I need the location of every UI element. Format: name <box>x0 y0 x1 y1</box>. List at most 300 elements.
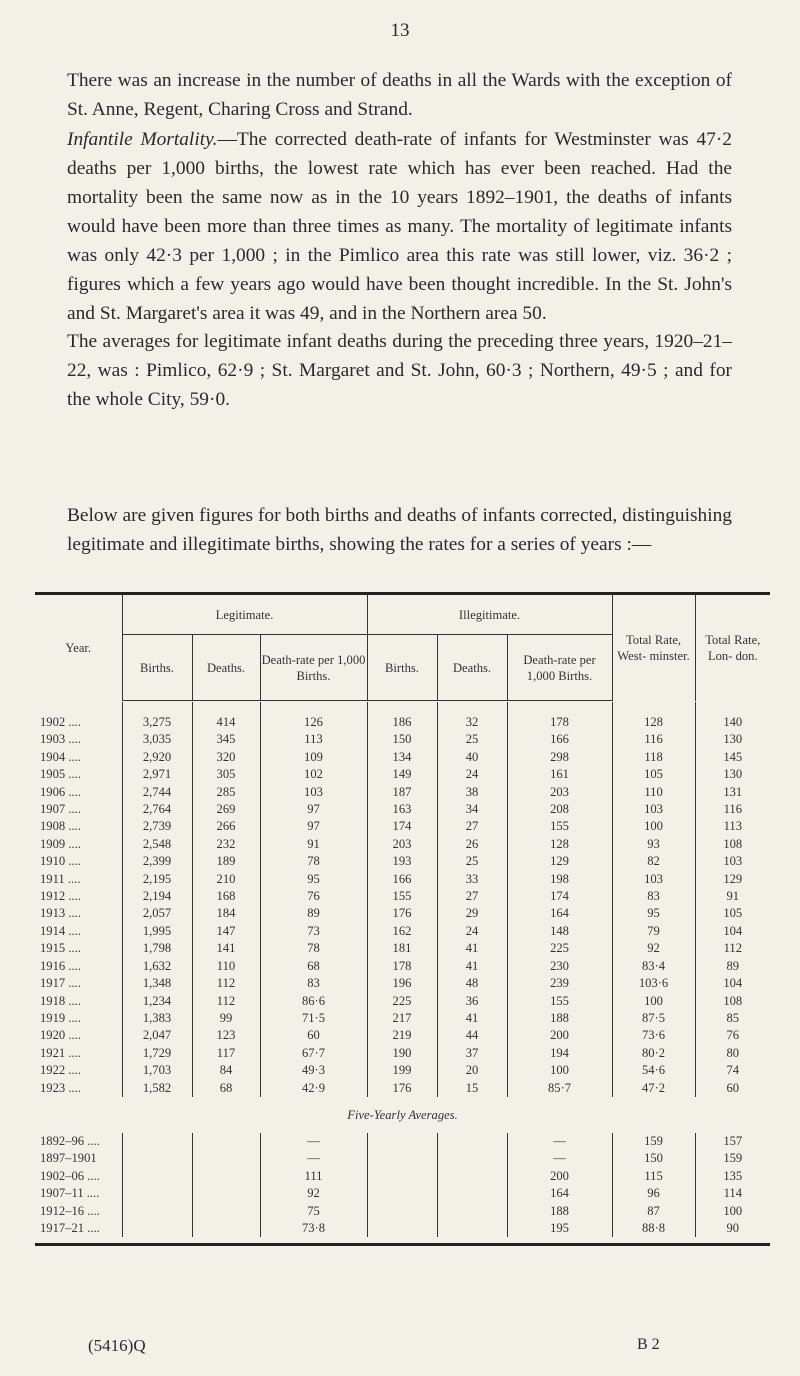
table-cell: — <box>260 1150 367 1167</box>
table-cell: 34 <box>437 801 507 818</box>
table-cell: 73·8 <box>260 1220 367 1237</box>
row-label: 1909 .... <box>35 836 122 853</box>
table-cell <box>122 1203 192 1220</box>
table-cell <box>437 1203 507 1220</box>
table-cell: 210 <box>192 871 260 888</box>
table-cell: 116 <box>723 802 742 817</box>
table-cell: 345 <box>192 731 260 748</box>
table-cell: 157 <box>723 1133 743 1148</box>
table-cell: 99 <box>192 1010 260 1027</box>
table-cell: 87·5 <box>612 1010 695 1027</box>
header-illegit-rate: Death-rate per 1,000 Births. <box>507 635 612 701</box>
table-cell: 104 <box>723 923 743 938</box>
table-cell: 92 <box>260 1185 367 1202</box>
table-cell: 105 <box>723 906 743 921</box>
paragraph-infantile-text: —The corrected death-rate of infants for Westminster was 47·2 deaths per 1,000 births, the lowest rate which has ever been reached. Had the mortality been the same now as in the 10 years 1892–1901, the deaths of infants would have been more than three times as many. The mortality of legitimate infants was only 42·3 per 1,000 ; in the Pimlico area this rate was still lower, viz. 36·2 ; figures which a few years ago would have been thought incredible. In the St. John's and St. Margaret's area it was 49, and in the Northern area 50. <box>67 129 732 324</box>
table-cell: 150 <box>367 731 437 748</box>
table-cell: 161 <box>507 766 612 783</box>
table-cell: 100 <box>612 993 695 1010</box>
table-row <box>35 888 770 905</box>
table-cell: 176 <box>367 1080 437 1097</box>
table-cell: 112 <box>723 941 742 956</box>
paragraph-averages-text: The averages for legitimate infant deaths during the preceding three years, 1920–21–22, was : Pimlico, 62·9 ; St. Margaret and St. John, 60·3 ; Northern, 49·5 ; and for the whole City, 59·0. <box>67 331 732 410</box>
table-row <box>35 1010 770 1027</box>
table-cell: 103 <box>612 801 695 818</box>
page-number: 13 <box>390 20 410 41</box>
table-cell <box>192 1185 260 1202</box>
header-legit-births: Births. <box>122 635 192 701</box>
table-cell <box>122 1220 192 1237</box>
table-cell: 141 <box>192 940 260 957</box>
table-cell: 24 <box>437 923 507 940</box>
table-cell: 49·3 <box>260 1062 367 1079</box>
table-cell: 83 <box>260 975 367 992</box>
table-cell: 126 <box>260 714 367 731</box>
table-cell: 128 <box>507 836 612 853</box>
table-cell: 140 <box>723 715 743 729</box>
table-cell: 188 <box>507 1010 612 1027</box>
table-cell: 208 <box>507 801 612 818</box>
row-label: 1910 .... <box>35 853 122 870</box>
table-cell: 89 <box>260 905 367 922</box>
table-cell: 1,582 <box>122 1080 192 1097</box>
table-cell: 1,383 <box>122 1010 192 1027</box>
table-cell: 203 <box>367 836 437 853</box>
table-cell: 1,995 <box>122 923 192 940</box>
table-cell: 83·4 <box>612 958 695 975</box>
table-cell: 1,798 <box>122 940 192 957</box>
table-cell: 74 <box>726 1063 740 1078</box>
table-cell: 90 <box>726 1220 740 1235</box>
table-row <box>35 1045 770 1062</box>
table-cell: 117 <box>192 1045 260 1062</box>
table-cell: 76 <box>726 1028 740 1043</box>
table-row <box>35 749 770 766</box>
table-cell: 2,057 <box>122 905 192 922</box>
row-label: 1897–1901 <box>35 1150 122 1167</box>
table-row <box>35 940 770 957</box>
table-cell: 38 <box>437 784 507 801</box>
table-cell: 145 <box>723 749 743 764</box>
table-cell: 110 <box>192 958 260 975</box>
row-label: 1921 .... <box>35 1045 122 1062</box>
paragraph-averages <box>67 327 732 414</box>
row-label: 1904 .... <box>35 749 122 766</box>
paragraph-wards <box>67 66 732 124</box>
table-cell: 33 <box>437 871 507 888</box>
table-cell: 155 <box>507 818 612 835</box>
table-cell: 193 <box>367 853 437 870</box>
table-cell: 198 <box>507 871 612 888</box>
table-row <box>35 923 770 940</box>
table-cell <box>437 1150 507 1167</box>
table-cell: 2,047 <box>122 1027 192 1044</box>
table-cell: 29 <box>437 905 507 922</box>
table-cell: 2,971 <box>122 766 192 783</box>
table-row <box>35 1062 770 1079</box>
row-label: 1911 .... <box>35 871 122 888</box>
table-cell: 195 <box>507 1220 612 1237</box>
table-cell: 134 <box>367 749 437 766</box>
table-cell: 41 <box>437 1010 507 1027</box>
table-cell: 128 <box>612 714 695 731</box>
table-cell: 130 <box>723 732 743 747</box>
table-cell: 225 <box>367 993 437 1010</box>
table-cell: 27 <box>437 818 507 835</box>
table-cell <box>367 1185 437 1202</box>
table-cell: 89 <box>726 958 740 973</box>
table-cell: 26 <box>437 836 507 853</box>
table-cell: 166 <box>507 731 612 748</box>
table-cell: 113 <box>260 731 367 748</box>
table-row <box>35 1027 770 1044</box>
table-cell: 78 <box>260 940 367 957</box>
header-illegit-deaths: Deaths. <box>437 635 507 701</box>
table-cell: 320 <box>192 749 260 766</box>
year-rows <box>35 702 770 1097</box>
table-cell: 41 <box>437 958 507 975</box>
table-cell: 2,764 <box>122 801 192 818</box>
header-total-london: Total Rate, Lon- don. <box>695 594 770 701</box>
row-label: 1920 .... <box>35 1027 122 1044</box>
table-cell: 184 <box>192 905 260 922</box>
table-cell: 113 <box>723 819 742 834</box>
table-row <box>35 1080 770 1097</box>
table-cell: 60 <box>726 1080 740 1095</box>
row-label: 1907 .... <box>35 801 122 818</box>
header-legit-deaths: Deaths. <box>192 635 260 701</box>
table-cell: 305 <box>192 766 260 783</box>
table-cell: — <box>507 1150 612 1167</box>
table-row <box>35 818 770 835</box>
table-cell: 103 <box>723 854 743 869</box>
table-cell <box>367 1220 437 1237</box>
average-row <box>35 1185 770 1202</box>
table-cell: 2,195 <box>122 871 192 888</box>
row-label: 1915 .... <box>35 940 122 957</box>
table-cell: 68 <box>260 958 367 975</box>
row-label: 1917 .... <box>35 975 122 992</box>
table-cell: 174 <box>367 818 437 835</box>
table-cell: 96 <box>612 1185 695 1202</box>
table-cell <box>367 1203 437 1220</box>
averages-caption: Five-Yearly Averages. <box>347 1107 458 1122</box>
average-row <box>35 1203 770 1220</box>
table-cell: 27 <box>437 888 507 905</box>
table-cell: 188 <box>507 1203 612 1220</box>
header-year: Year. <box>35 594 122 701</box>
table-cell: 108 <box>723 836 743 851</box>
table-cell: 95 <box>612 905 695 922</box>
table-cell <box>122 1133 192 1150</box>
table-cell: 2,548 <box>122 836 192 853</box>
table-cell <box>122 1168 192 1185</box>
table-cell: 20 <box>437 1062 507 1079</box>
table-cell: 178 <box>507 714 612 731</box>
table-cell: 80·2 <box>612 1045 695 1062</box>
table-cell: 73 <box>260 923 367 940</box>
table-cell: 285 <box>192 784 260 801</box>
table-cell: 85 <box>726 1010 740 1025</box>
table-cell: 116 <box>612 731 695 748</box>
table-cell: 219 <box>367 1027 437 1044</box>
table-cell: 25 <box>437 731 507 748</box>
table-cell: 93 <box>612 836 695 853</box>
table-cell: 82 <box>612 853 695 870</box>
table-cell: 196 <box>367 975 437 992</box>
table-row <box>35 801 770 818</box>
header-legitimate: Legitimate. <box>122 594 367 635</box>
table-cell: 100 <box>612 818 695 835</box>
table-cell: — <box>260 1133 367 1150</box>
table-cell: — <box>507 1133 612 1150</box>
table-cell: 225 <box>507 940 612 957</box>
table-cell: 97 <box>260 801 367 818</box>
table-cell: 1,348 <box>122 975 192 992</box>
table-cell: 40 <box>437 749 507 766</box>
table-row <box>35 853 770 870</box>
paragraph-wards-text: There was an increase in the number of deaths in all the Wards with the exception of St. Anne, Regent, Charing Cross and Strand. <box>67 70 732 120</box>
table-cell: 239 <box>507 975 612 992</box>
table-cell: 181 <box>367 940 437 957</box>
table-cell: 105 <box>612 766 695 783</box>
table-cell: 104 <box>723 976 743 991</box>
row-label: 1923 .... <box>35 1080 122 1097</box>
table-cell: 97 <box>260 818 367 835</box>
table-cell <box>192 1133 260 1150</box>
table-cell: 2,399 <box>122 853 192 870</box>
table-cell: 118 <box>612 749 695 766</box>
table-cell: 84 <box>192 1062 260 1079</box>
paragraph-table-intro-text: Below are given figures for both births and deaths of infants corrected, distinguishing legitimate and illegitimate births, showing the rates for a series of years :— <box>67 505 732 555</box>
table-row <box>35 714 770 731</box>
table-row <box>35 784 770 801</box>
table-cell: 232 <box>192 836 260 853</box>
table-cell <box>192 1150 260 1167</box>
table-row <box>35 731 770 748</box>
table-row <box>35 905 770 922</box>
table-cell: 162 <box>367 923 437 940</box>
table-cell: 269 <box>192 801 260 818</box>
average-row <box>35 1220 770 1237</box>
table-cell <box>367 1168 437 1185</box>
row-label: 1903 .... <box>35 731 122 748</box>
paragraph-table-intro <box>67 501 732 559</box>
table-cell: 36 <box>437 993 507 1010</box>
table-cell: 414 <box>192 714 260 731</box>
table-cell <box>437 1220 507 1237</box>
table-cell: 103 <box>612 871 695 888</box>
table-cell <box>367 1133 437 1150</box>
row-label: 1914 .... <box>35 923 122 940</box>
table-cell: 86·6 <box>260 993 367 1010</box>
average-rows <box>35 1133 770 1237</box>
table-cell: 1,703 <box>122 1062 192 1079</box>
table-cell: 2,920 <box>122 749 192 766</box>
table-cell: 103 <box>260 784 367 801</box>
table-cell: 159 <box>723 1151 743 1166</box>
table-cell: 87 <box>612 1203 695 1220</box>
table-cell: 266 <box>192 818 260 835</box>
table-cell: 217 <box>367 1010 437 1027</box>
table-cell: 190 <box>367 1045 437 1062</box>
table-cell: 130 <box>723 767 743 782</box>
row-label: 1916 .... <box>35 958 122 975</box>
table-cell <box>437 1185 507 1202</box>
table-cell: 78 <box>260 853 367 870</box>
table-cell: 148 <box>507 923 612 940</box>
table-cell <box>437 1168 507 1185</box>
table-cell: 92 <box>612 940 695 957</box>
table-cell: 1,234 <box>122 993 192 1010</box>
average-row <box>35 1168 770 1185</box>
table-cell: 37 <box>437 1045 507 1062</box>
table-cell: 76 <box>260 888 367 905</box>
table-cell: 15 <box>437 1080 507 1097</box>
table-row <box>35 766 770 783</box>
table-cell: 88·8 <box>612 1220 695 1237</box>
average-row <box>35 1133 770 1150</box>
table-cell <box>122 1185 192 1202</box>
header-illegit-births: Births. <box>367 635 437 701</box>
table-cell: 110 <box>612 784 695 801</box>
table-cell <box>367 1150 437 1167</box>
table-cell: 111 <box>260 1168 367 1185</box>
table-cell: 3,035 <box>122 731 192 748</box>
header-legit-rate: Death-rate per 1,000 Births. <box>260 635 367 701</box>
table-cell <box>192 1220 260 1237</box>
table-cell: 48 <box>437 975 507 992</box>
table-cell: 164 <box>507 905 612 922</box>
table-cell: 91 <box>260 836 367 853</box>
table-cell: 2,194 <box>122 888 192 905</box>
row-label: 1908 .... <box>35 818 122 835</box>
row-label: 1902–06 .... <box>35 1168 122 1185</box>
footer-print-code: (5416)Q <box>88 1336 146 1355</box>
row-label: 1912–16 .... <box>35 1203 122 1220</box>
table-cell <box>437 1133 507 1150</box>
table-cell: 1,632 <box>122 958 192 975</box>
row-label: 1913 .... <box>35 905 122 922</box>
table-cell: 91 <box>726 889 740 904</box>
table-cell: 150 <box>612 1150 695 1167</box>
table-cell: 298 <box>507 749 612 766</box>
table-cell: 159 <box>612 1133 695 1150</box>
table-cell: 95 <box>260 871 367 888</box>
table-cell: 1,729 <box>122 1045 192 1062</box>
table-cell <box>192 1203 260 1220</box>
table-cell: 155 <box>507 993 612 1010</box>
table-cell: 147 <box>192 923 260 940</box>
table-cell: 44 <box>437 1027 507 1044</box>
table-row <box>35 958 770 975</box>
table-cell: 79 <box>612 923 695 940</box>
table-cell: 155 <box>367 888 437 905</box>
table-cell: 42·9 <box>260 1080 367 1097</box>
row-label: 1917–21 .... <box>35 1220 122 1237</box>
table-cell: 112 <box>192 975 260 992</box>
table-cell: 112 <box>192 993 260 1010</box>
table-cell: 75 <box>260 1203 367 1220</box>
table-cell: 102 <box>260 766 367 783</box>
table-cell: 123 <box>192 1027 260 1044</box>
table-cell: 25 <box>437 853 507 870</box>
section-heading: Infantile Mortality. <box>67 129 218 150</box>
table-cell: 186 <box>367 714 437 731</box>
table-cell: 109 <box>260 749 367 766</box>
table-row <box>35 836 770 853</box>
table-cell: 178 <box>367 958 437 975</box>
table-cell: 71·5 <box>260 1010 367 1027</box>
table-cell: 2,739 <box>122 818 192 835</box>
row-label: 1919 .... <box>35 1010 122 1027</box>
table-cell: 131 <box>723 784 743 799</box>
table-cell: 41 <box>437 940 507 957</box>
table-cell: 68 <box>192 1080 260 1097</box>
table-cell: 176 <box>367 905 437 922</box>
row-label: 1907–11 .... <box>35 1185 122 1202</box>
table-cell: 187 <box>367 784 437 801</box>
table-cell: 149 <box>367 766 437 783</box>
table-cell: 108 <box>723 993 743 1008</box>
row-label: 1922 .... <box>35 1062 122 1079</box>
table-cell: 85·7 <box>507 1080 612 1097</box>
table-cell: 164 <box>507 1185 612 1202</box>
table-cell: 24 <box>437 766 507 783</box>
table-cell: 114 <box>723 1186 742 1201</box>
table-cell: 200 <box>507 1027 612 1044</box>
table-cell: 73·6 <box>612 1027 695 1044</box>
table-cell: 230 <box>507 958 612 975</box>
table-cell: 129 <box>723 871 743 886</box>
table-row <box>35 975 770 992</box>
table-cell: 129 <box>507 853 612 870</box>
average-row <box>35 1150 770 1167</box>
table-cell: 83 <box>612 888 695 905</box>
table-cell: 60 <box>260 1027 367 1044</box>
infant-mortality-table <box>35 592 770 1246</box>
table-cell <box>192 1168 260 1185</box>
table-cell: 203 <box>507 784 612 801</box>
table-cell: 194 <box>507 1045 612 1062</box>
table-cell: 168 <box>192 888 260 905</box>
row-label: 1892–96 .... <box>35 1133 122 1150</box>
table-cell: 32 <box>437 714 507 731</box>
row-label: 1906 .... <box>35 784 122 801</box>
table-cell: 115 <box>612 1168 695 1185</box>
table-cell: 199 <box>367 1062 437 1079</box>
table-cell: 67·7 <box>260 1045 367 1062</box>
row-label: 1905 .... <box>35 766 122 783</box>
table-cell: 163 <box>367 801 437 818</box>
table-cell: 100 <box>723 1203 743 1218</box>
table-row <box>35 871 770 888</box>
table-cell: 189 <box>192 853 260 870</box>
row-label: 1912 .... <box>35 888 122 905</box>
row-label: 1902 .... <box>35 714 122 731</box>
table-cell: 100 <box>507 1062 612 1079</box>
table-cell: 2,744 <box>122 784 192 801</box>
table-cell: 135 <box>723 1168 743 1183</box>
table-cell: 80 <box>726 1045 740 1060</box>
row-label: 1918 .... <box>35 993 122 1010</box>
header-illegitimate: Illegitimate. <box>367 594 612 635</box>
table-cell: 200 <box>507 1168 612 1185</box>
table-row <box>35 993 770 1010</box>
header-total-westminster: Total Rate, West- minster. <box>612 594 695 701</box>
table-cell: 3,275 <box>122 714 192 731</box>
table-cell: 174 <box>507 888 612 905</box>
